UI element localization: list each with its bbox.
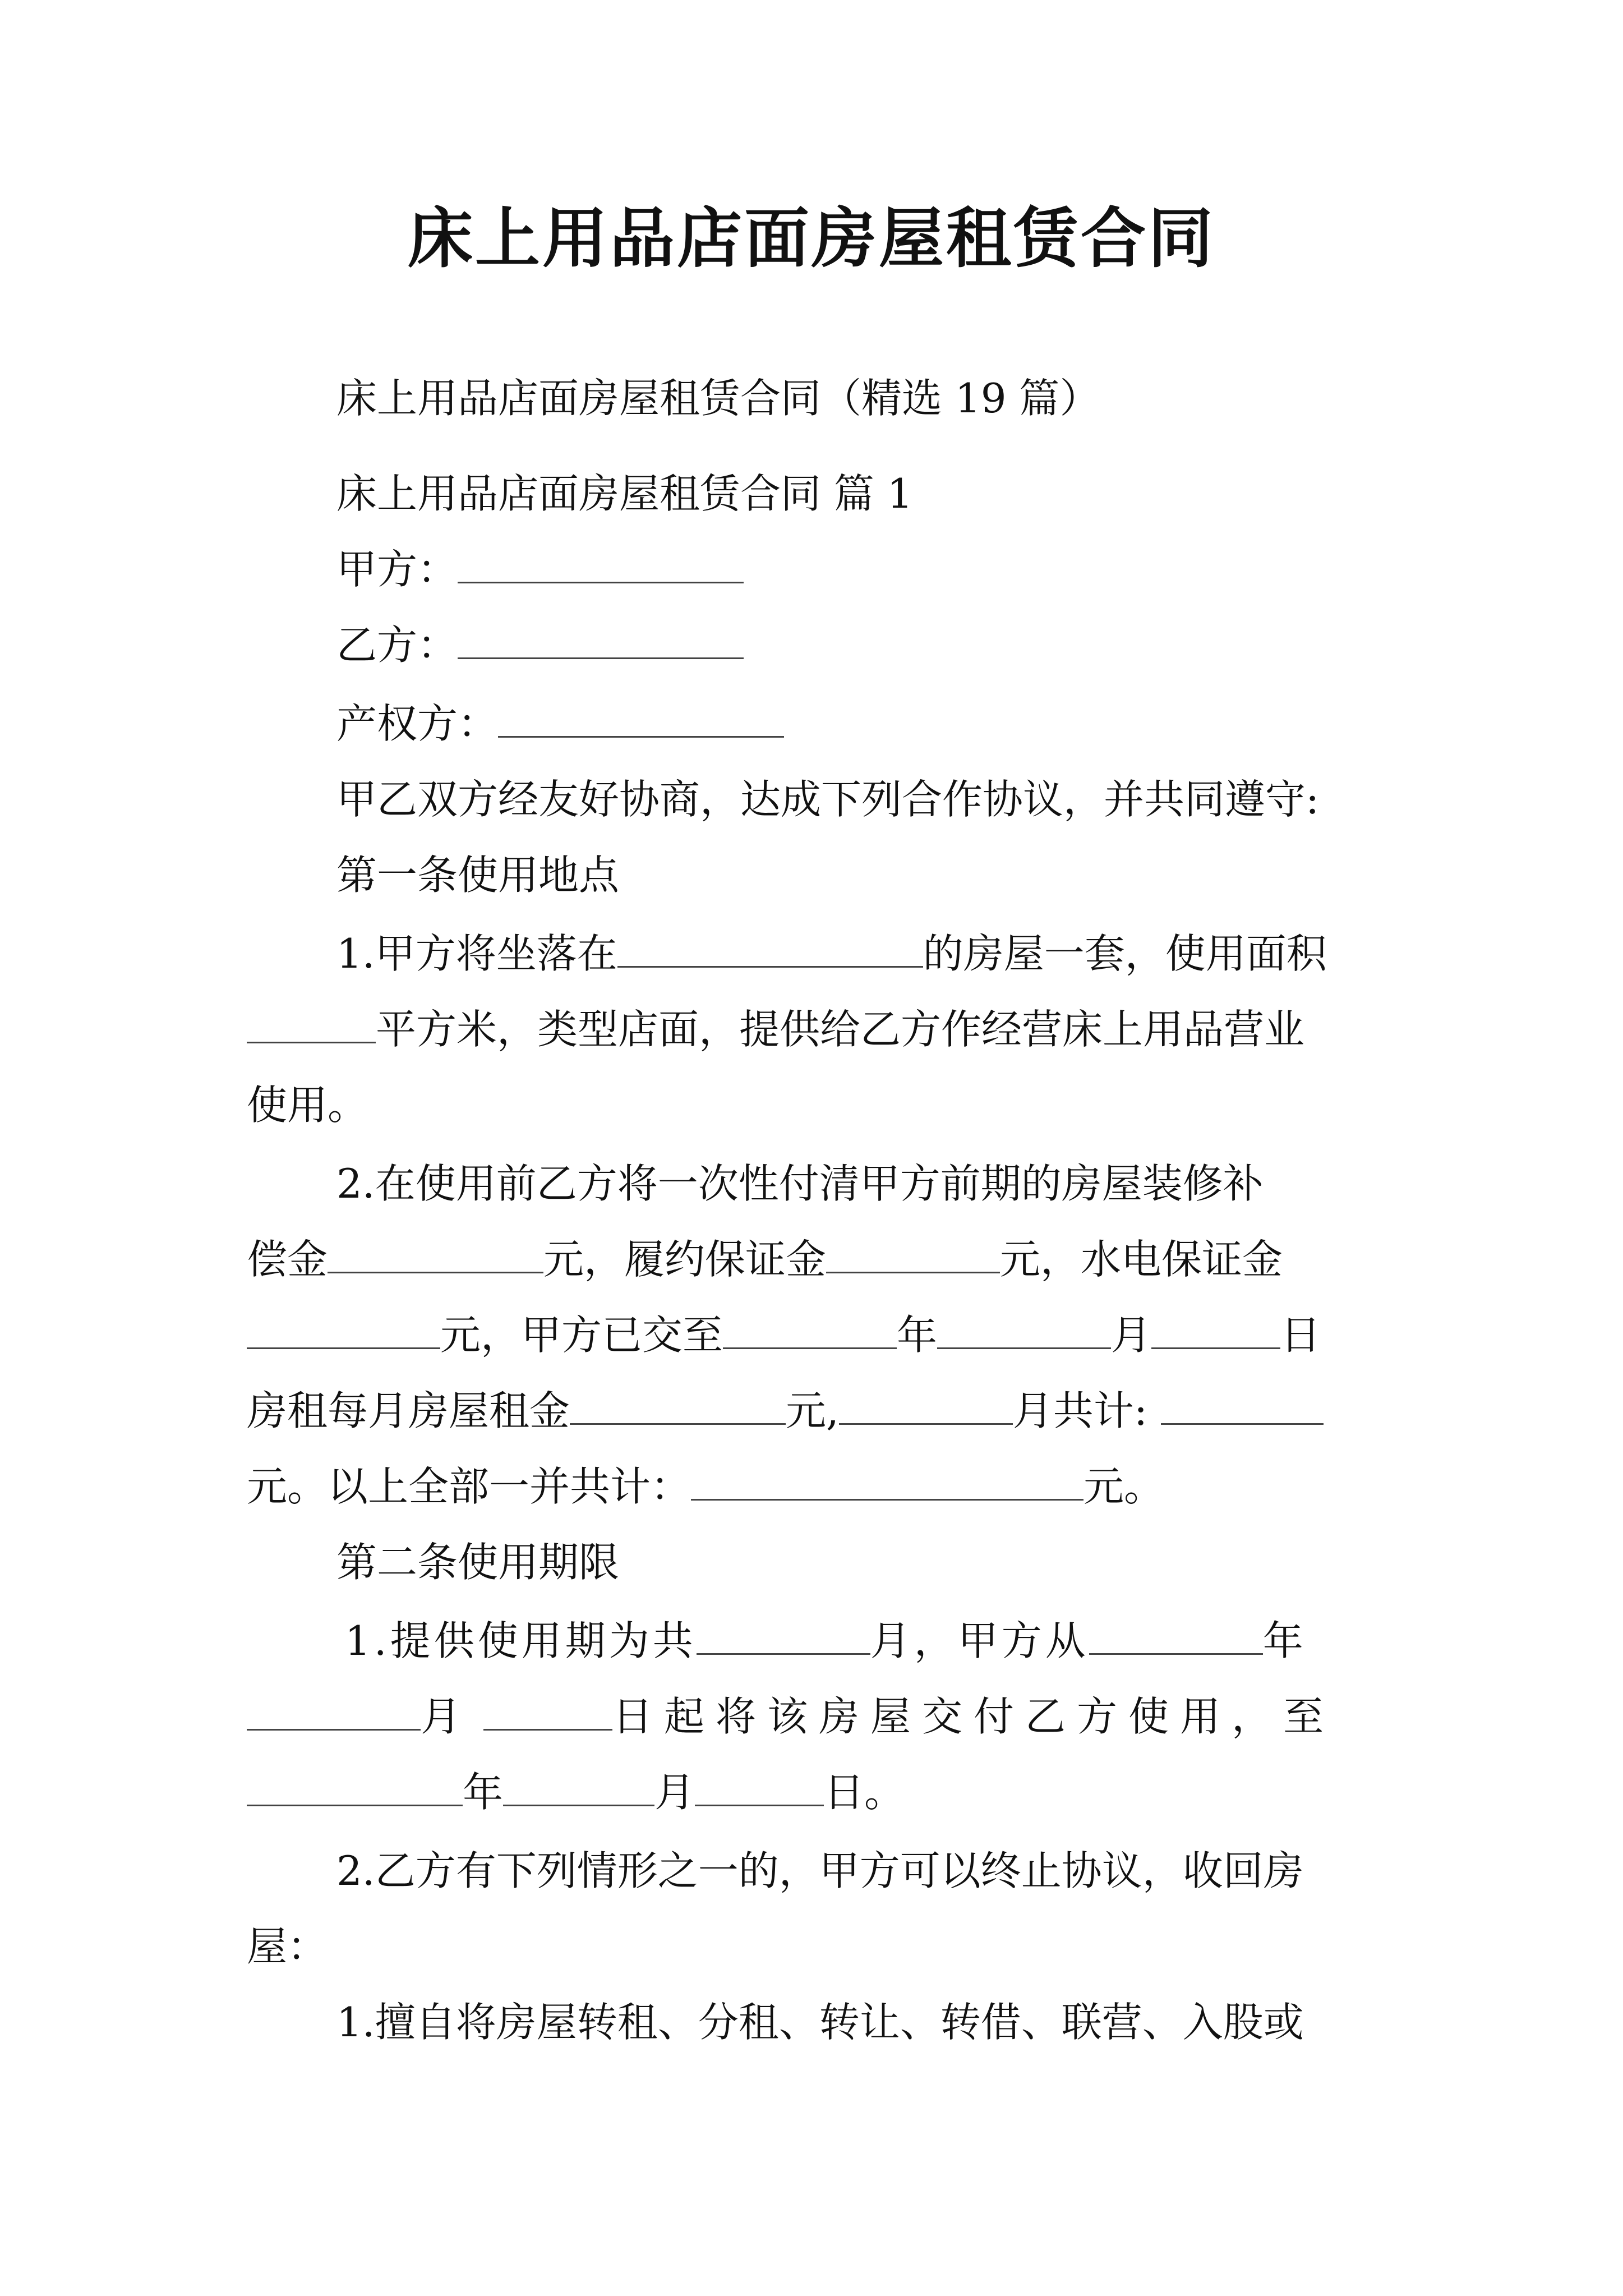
document-title: 床上用品店面房屋租赁合同: [408, 200, 1215, 277]
end-month-blank: [503, 1770, 654, 1806]
start-month-blank: [247, 1694, 421, 1731]
art2-p1-text-h: 日。: [824, 1769, 905, 1816]
art1-p2-line3: [247, 1307, 1321, 1363]
location-blank: [617, 931, 923, 968]
paid-day-blank: [1151, 1313, 1280, 1349]
art1-p2-text-i: 房租每月房屋租金: [247, 1387, 570, 1434]
art1-p2-line5: [247, 1458, 1164, 1515]
art1-p2-text-e: 元，甲方已交至: [440, 1312, 723, 1359]
art1-p2-text-m: 元。: [1083, 1463, 1165, 1510]
rent-total-blank: [1161, 1388, 1324, 1425]
art2-p3-line1: 1.擅自将房屋转租、分租、转让、转借、联营、入股或: [336, 1999, 1304, 2046]
art2-p1-text-g: 月: [654, 1769, 695, 1816]
monthly-rent-blank: [570, 1388, 786, 1425]
art1-p2-line1: 2.在使用前乙方将一次性付清甲方前期的房屋装修补: [336, 1160, 1264, 1207]
months-blank: [839, 1388, 1013, 1425]
art1-p2-text-b: 偿金: [247, 1236, 328, 1283]
art1-p1-line3: 使用。: [247, 1082, 368, 1129]
art1-p1-text-a: 1.甲方将坐落在: [336, 930, 617, 977]
art1-p2-text-l: 元。以上全部一并共计：: [247, 1463, 691, 1510]
art1-p2-line2: [247, 1231, 1283, 1287]
art2-p2-line1: 2.乙方有下列情形之一的，甲方可以终止协议，收回房: [336, 1847, 1304, 1894]
art1-p2-text-d: 元，水电保证金: [1000, 1236, 1283, 1283]
art2-p1-text-d: 月: [421, 1693, 473, 1740]
party-b-blank: [458, 623, 744, 659]
paid-month-blank: [937, 1313, 1111, 1349]
party-a-blank: [458, 547, 744, 583]
art2-p1-line1: [345, 1613, 1307, 1669]
paid-year-blank: [723, 1313, 897, 1349]
party-b-label: 乙方：: [336, 622, 458, 669]
art2-p1-line2: [247, 1688, 1335, 1745]
grand-total-blank: [691, 1464, 1083, 1501]
art2-p1-line3: [247, 1764, 905, 1820]
party-a-line: [336, 541, 744, 597]
art1-p2-text-f: 年: [897, 1312, 938, 1359]
owner-blank: [498, 701, 784, 738]
art1-p2-text-c: 元，履约保证金: [543, 1236, 827, 1283]
area-blank: [247, 1007, 376, 1043]
party-a-label: 甲方：: [336, 546, 458, 593]
end-day-blank: [695, 1770, 824, 1806]
utility-deposit-blank: [247, 1313, 440, 1349]
art1-p2-text-k: 月共计:: [1012, 1387, 1148, 1434]
art1-p2-text-j: 元,: [786, 1387, 839, 1434]
part-heading: 床上用品店面房屋租赁合同 篇 1: [336, 470, 913, 517]
renovation-fee-blank: [328, 1237, 543, 1273]
term-months-blank: [697, 1618, 870, 1655]
art1-p1-line2: [247, 1001, 1304, 1057]
start-year-blank: [1089, 1618, 1263, 1655]
start-day-blank: [483, 1694, 612, 1731]
art2-p1-text-c: 年: [1262, 1617, 1307, 1664]
art1-p1-line1: [336, 926, 1327, 982]
art1-p2-line4: [247, 1383, 1324, 1439]
art1-p1-text-c: 平方米，类型店面，提供给乙方作经营床上用品营业: [376, 1006, 1305, 1053]
subtitle: 床上用品店面房屋租赁合同（精选 19 篇）: [336, 375, 1100, 422]
end-year-blank: [247, 1770, 463, 1806]
art2-p1-text-a: 1.提供使用期为共: [345, 1617, 697, 1664]
article-1-heading: 第一条使用地点: [336, 852, 620, 899]
art1-p1-text-b: 的房屋一套，使用面积: [923, 930, 1327, 977]
party-b-line: [336, 617, 744, 673]
art2-p2-line2: 屋：: [247, 1923, 328, 1970]
owner-line: [336, 696, 784, 752]
art1-p2-text-g: 月: [1111, 1312, 1152, 1359]
art2-p1-text-e: 日起将该房屋交付乙方使用，至: [612, 1693, 1335, 1740]
art1-p2-text-h: 日: [1280, 1312, 1321, 1359]
deposit-blank: [826, 1237, 1000, 1273]
article-2-heading: 第二条使用期限: [336, 1539, 620, 1586]
art2-p1-text-f: 年: [463, 1769, 504, 1816]
art2-p1-text-b: 月，甲方从: [870, 1617, 1089, 1664]
intro-text: 甲乙双方经友好协商，达成下列合作协议，并共同遵守:: [336, 776, 1320, 823]
owner-label: 产权方：: [336, 700, 499, 747]
